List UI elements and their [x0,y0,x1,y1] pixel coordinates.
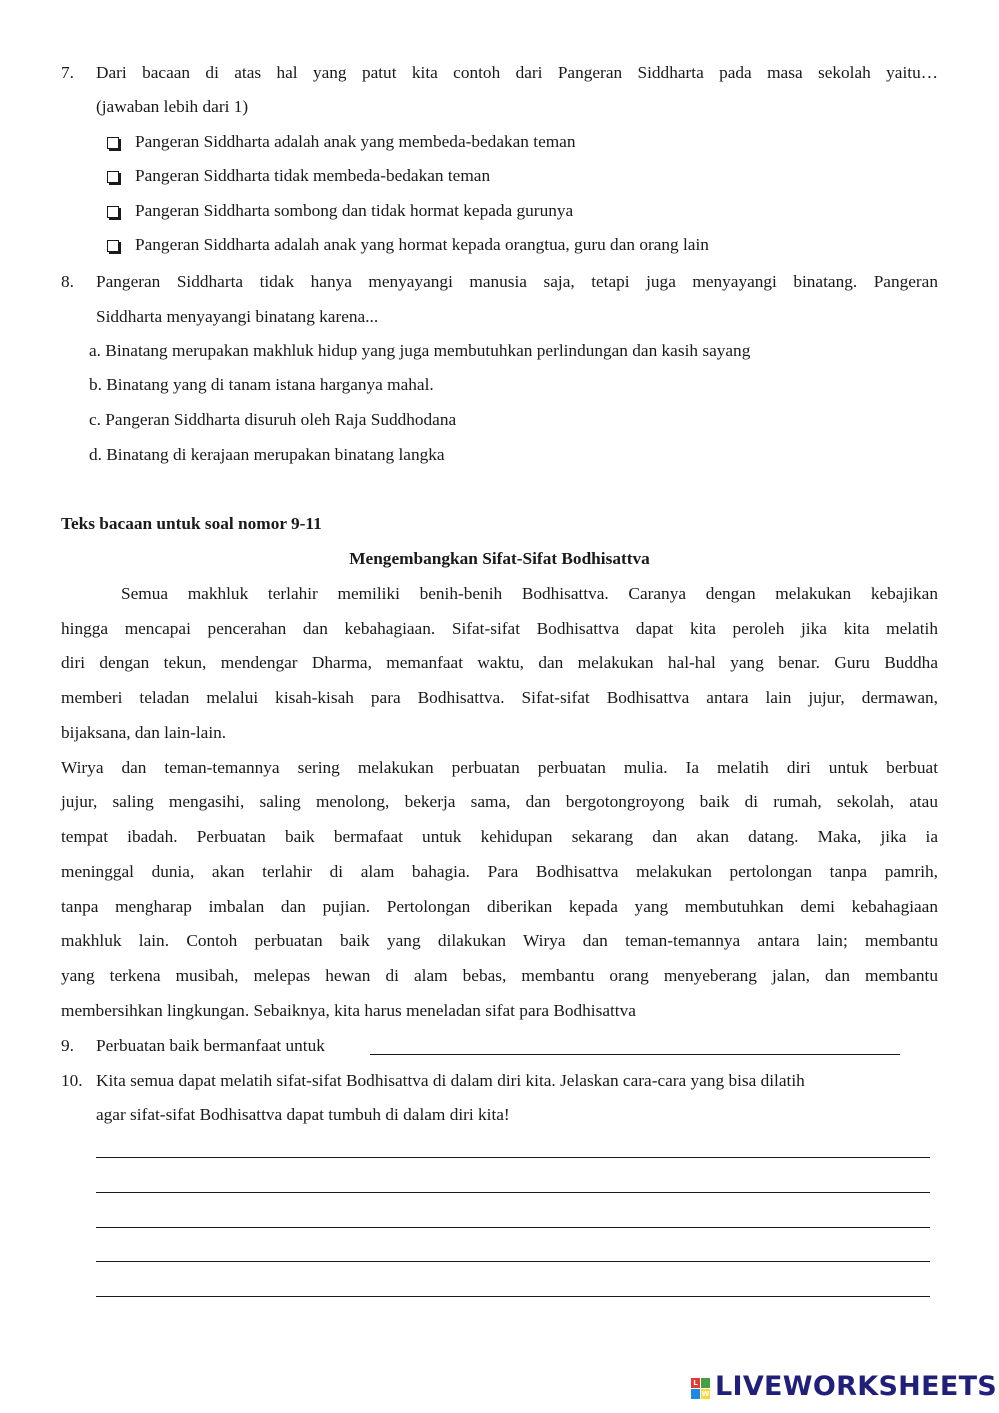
q8-option-d[interactable]: d. Binatang di kerajaan merupakan binatang langka [89,445,445,464]
reading-p1-line: hingga mencapai pencerahan dan kebahagiaan. Sifat-sifat Bodhisattva dapat kita peroleh jika kita melatih [61,619,938,638]
reading-p2-line: tempat ibadah. Perbuatan baik bermafaat untuk kehidupan sekarang dan akan datang. Maka, jika ia [61,827,938,846]
q9-number: 9. [61,1036,74,1055]
reading-p2-line: membersihkan lingkungan. Sebaiknya, kita harus meneladan sifat para Bodhisattva [61,1001,636,1020]
logo-grid-icon [691,1378,711,1400]
reading-p2-line: tanpa mengharap imbalan dan pujian. Pertolongan diberikan kepada yang membutuhkan demi kebahagiaan [61,897,938,916]
reading-p2-line: makhluk lain. Contoh perbuatan baik yang dilakukan Wirya dan teman-temannya antara lain; membantu [61,931,938,950]
answer-line [96,1157,930,1158]
q8-text-line2: Siddharta menyayangi binatang karena... [96,307,379,326]
reading-heading: Teks bacaan untuk soal nomor 9-11 [61,514,322,533]
logo-cell: L [691,1378,700,1388]
reading-p2-line: Wirya dan teman-temannya sering melakukan perbuatan perbuatan mulia. Ia melatih diri untuk berbuat [61,758,938,777]
liveworksheets-logo [691,1371,998,1404]
q7-option-3-checkbox[interactable] [107,206,119,218]
q8-text-line1: Pangeran Siddharta tidak hanya menyayangi manusia saja, tetapi juga menyayangi binatang. Pangeran [96,272,938,291]
q7-option-1-checkbox[interactable] [107,137,119,149]
q7-number: 7. [61,63,74,82]
reading-p2-line: yang terkena musibah, melepas hewan di alam bebas, membantu orang menyeberang jalan, dan membantu [61,966,938,985]
q7-option-1-label: Pangeran Siddharta adalah anak yang membeda-bedakan teman [135,132,576,151]
q10-text-line2: agar sifat-sifat Bodhisattva dapat tumbuh di dalam diri kita! [96,1105,510,1124]
reading-title: Mengembangkan Sifat-Sifat Bodhisattva [349,549,650,568]
q7-option-4-label: Pangeran Siddharta adalah anak yang hormat kepada orangtua, guru dan orang lain [135,235,709,254]
q7-option-2-checkbox[interactable] [107,171,119,183]
logo-cell [701,1378,710,1388]
q7-option-4-checkbox[interactable] [107,240,119,252]
reading-p1-line: memberi teladan melalui kisah-kisah para Bodhisattva. Sifat-sifat Bodhisattva antara lain jujur, dermawan, [61,688,938,707]
answer-line [96,1296,930,1297]
q9-answer-input[interactable] [370,1054,900,1055]
q8-option-b[interactable]: b. Binatang yang di tanam istana harganya mahal. [89,375,434,394]
q7-text-line2: (jawaban lebih dari 1) [96,97,249,116]
reading-p1-line: diri dengan tekun, mendengar Dharma, memanfaat waktu, dan melakukan hal-hal yang benar. Guru Buddha [61,653,938,672]
answer-line [96,1192,930,1193]
q7-option-3-label: Pangeran Siddharta sombong dan tidak hormat kepada gurunya [135,201,574,220]
q8-number: 8. [61,272,74,291]
q9-text: Perbuatan baik bermanfaat untuk [96,1036,325,1055]
q8-option-c[interactable]: c. Pangeran Siddharta disuruh oleh Raja Suddhodana [89,410,457,429]
answer-line [96,1261,930,1262]
q10-text-line1: Kita semua dapat melatih sifat-sifat Bodhisattva di dalam diri kita. Jelaskan cara-cara yang bisa dilatih [96,1071,805,1090]
logo-text: LIVEWORKSHEETS [715,1371,998,1402]
q8-option-a[interactable]: a. Binatang merupakan makhluk hidup yang juga membutuhkan perlindungan dan kasih sayang [89,341,751,360]
logo-cell: W [701,1390,710,1398]
reading-p1-line: Semua makhluk terlahir memiliki benih-benih Bodhisattva. Caranya dengan melakukan kebajikan [121,584,938,603]
reading-p2-line: meninggal dunia, akan terlahir di alam bahagia. Para Bodhisattva melakukan pertolongan tanpa pamrih, [61,862,938,881]
q10-number: 10. [61,1071,83,1090]
answer-line [96,1227,930,1228]
reading-p2-line: jujur, saling mengasihi, saling menolong, bekerja sama, dan bergotongroyong baik di rumah, sekolah, atau [61,792,938,811]
logo-cell [691,1389,700,1399]
q7-text-line1: Dari bacaan di atas hal yang patut kita contoh dari Pangeran Siddharta pada masa sekolah yaitu… [96,63,938,82]
reading-p1-line: bijaksana, dan lain-lain. [61,723,227,742]
q7-option-2-label: Pangeran Siddharta tidak membeda-bedakan teman [135,166,491,185]
